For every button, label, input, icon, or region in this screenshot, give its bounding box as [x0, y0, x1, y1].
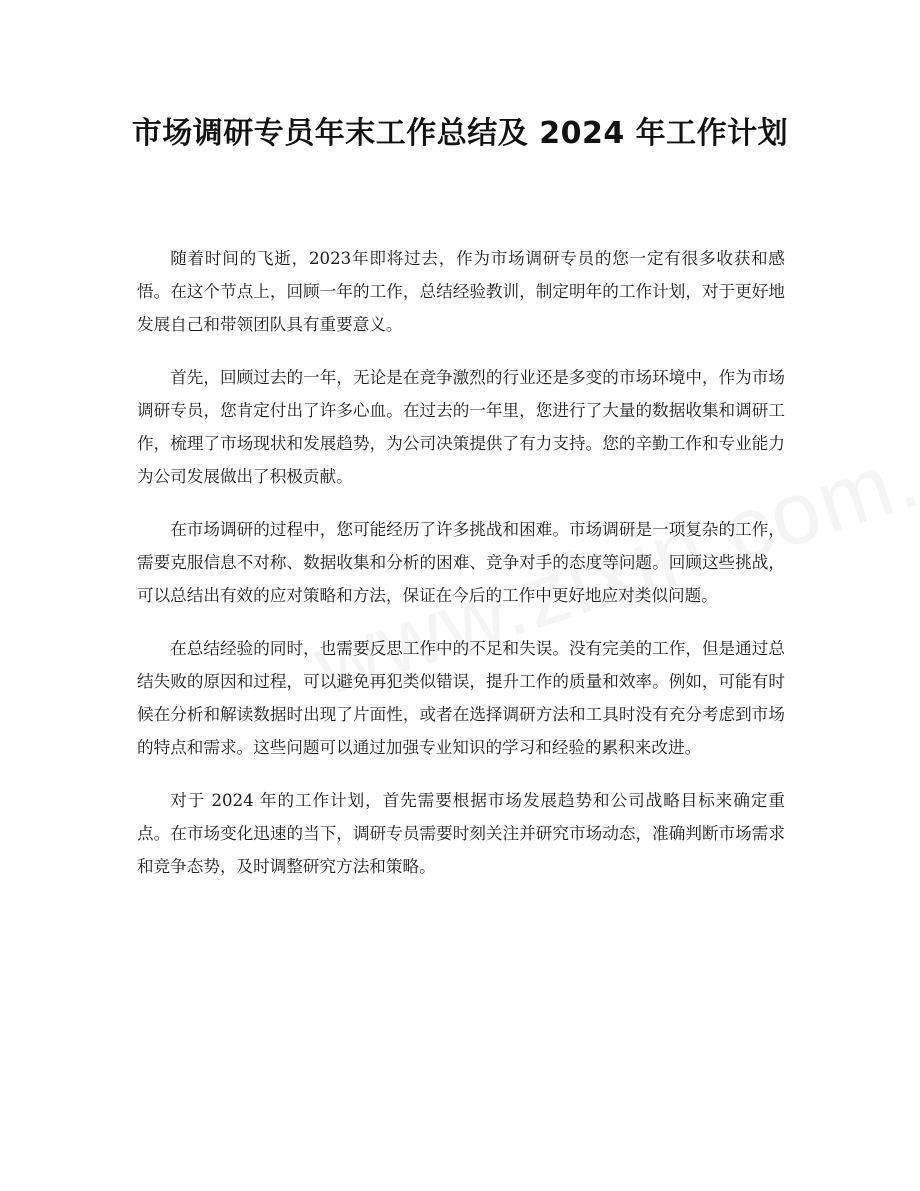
paragraph-2: 首先，回顾过去的一年，无论是在竞争激烈的行业还是多变的市场环境中，作为市场调研专员，您肯定付出了许多心血。在过去的一年里，您进行了大量的数据收集和调研工作，梳理了市场现状和发展趋势，为公司决策提供了有力支持。您的辛勤工作和专业能力为公司发展做出了积极贡献。: [137, 368, 785, 486]
document-body: [137, 242, 785, 903]
paragraph-5: 对于 2024 年的工作计划，首先需要根据市场发展趋势和公司战略目标来确定重点。在市场变化迅速的当下，调研专员需要时刻关注并研究市场动态，准确判断市场需求和竞争态势，及时调整研究方法和策略。: [137, 791, 785, 876]
paragraph-4: 在总结经验的同时，也需要反思工作中的不足和失误。没有完美的工作，但是通过总结失败的原因和过程，可以避免再犯类似错误，提升工作的质量和效率。例如，可能有时候在分析和解读数据时出现了片面性，或者在选择调研方法和工具时没有充分考虑到市场的特点和需求。这些问题可以通过加强专业知识的学习和经验的累积来改进。: [137, 639, 785, 757]
paragraph-3: 在市场调研的过程中，您可能经历了许多挑战和困难。市场调研是一项复杂的工作，需要克服信息不对称、数据收集和分析的困难、竞争对手的态度等问题。回顾这些挑战，可以总结出有效的应对策略和方法，保证在今后的工作中更好地应对类似问题。: [137, 520, 785, 605]
paragraph-1: 随着时间的飞逝，2023年即将过去，作为市场调研专员的您一定有很多收获和感悟。在这个节点上，回顾一年的工作，总结经验教训，制定明年的工作计划，对于更好地发展自己和带领团队具有重要意义。: [137, 249, 785, 334]
document-title: 市场调研专员年末工作总结及 2024 年工作计划: [131, 116, 789, 151]
